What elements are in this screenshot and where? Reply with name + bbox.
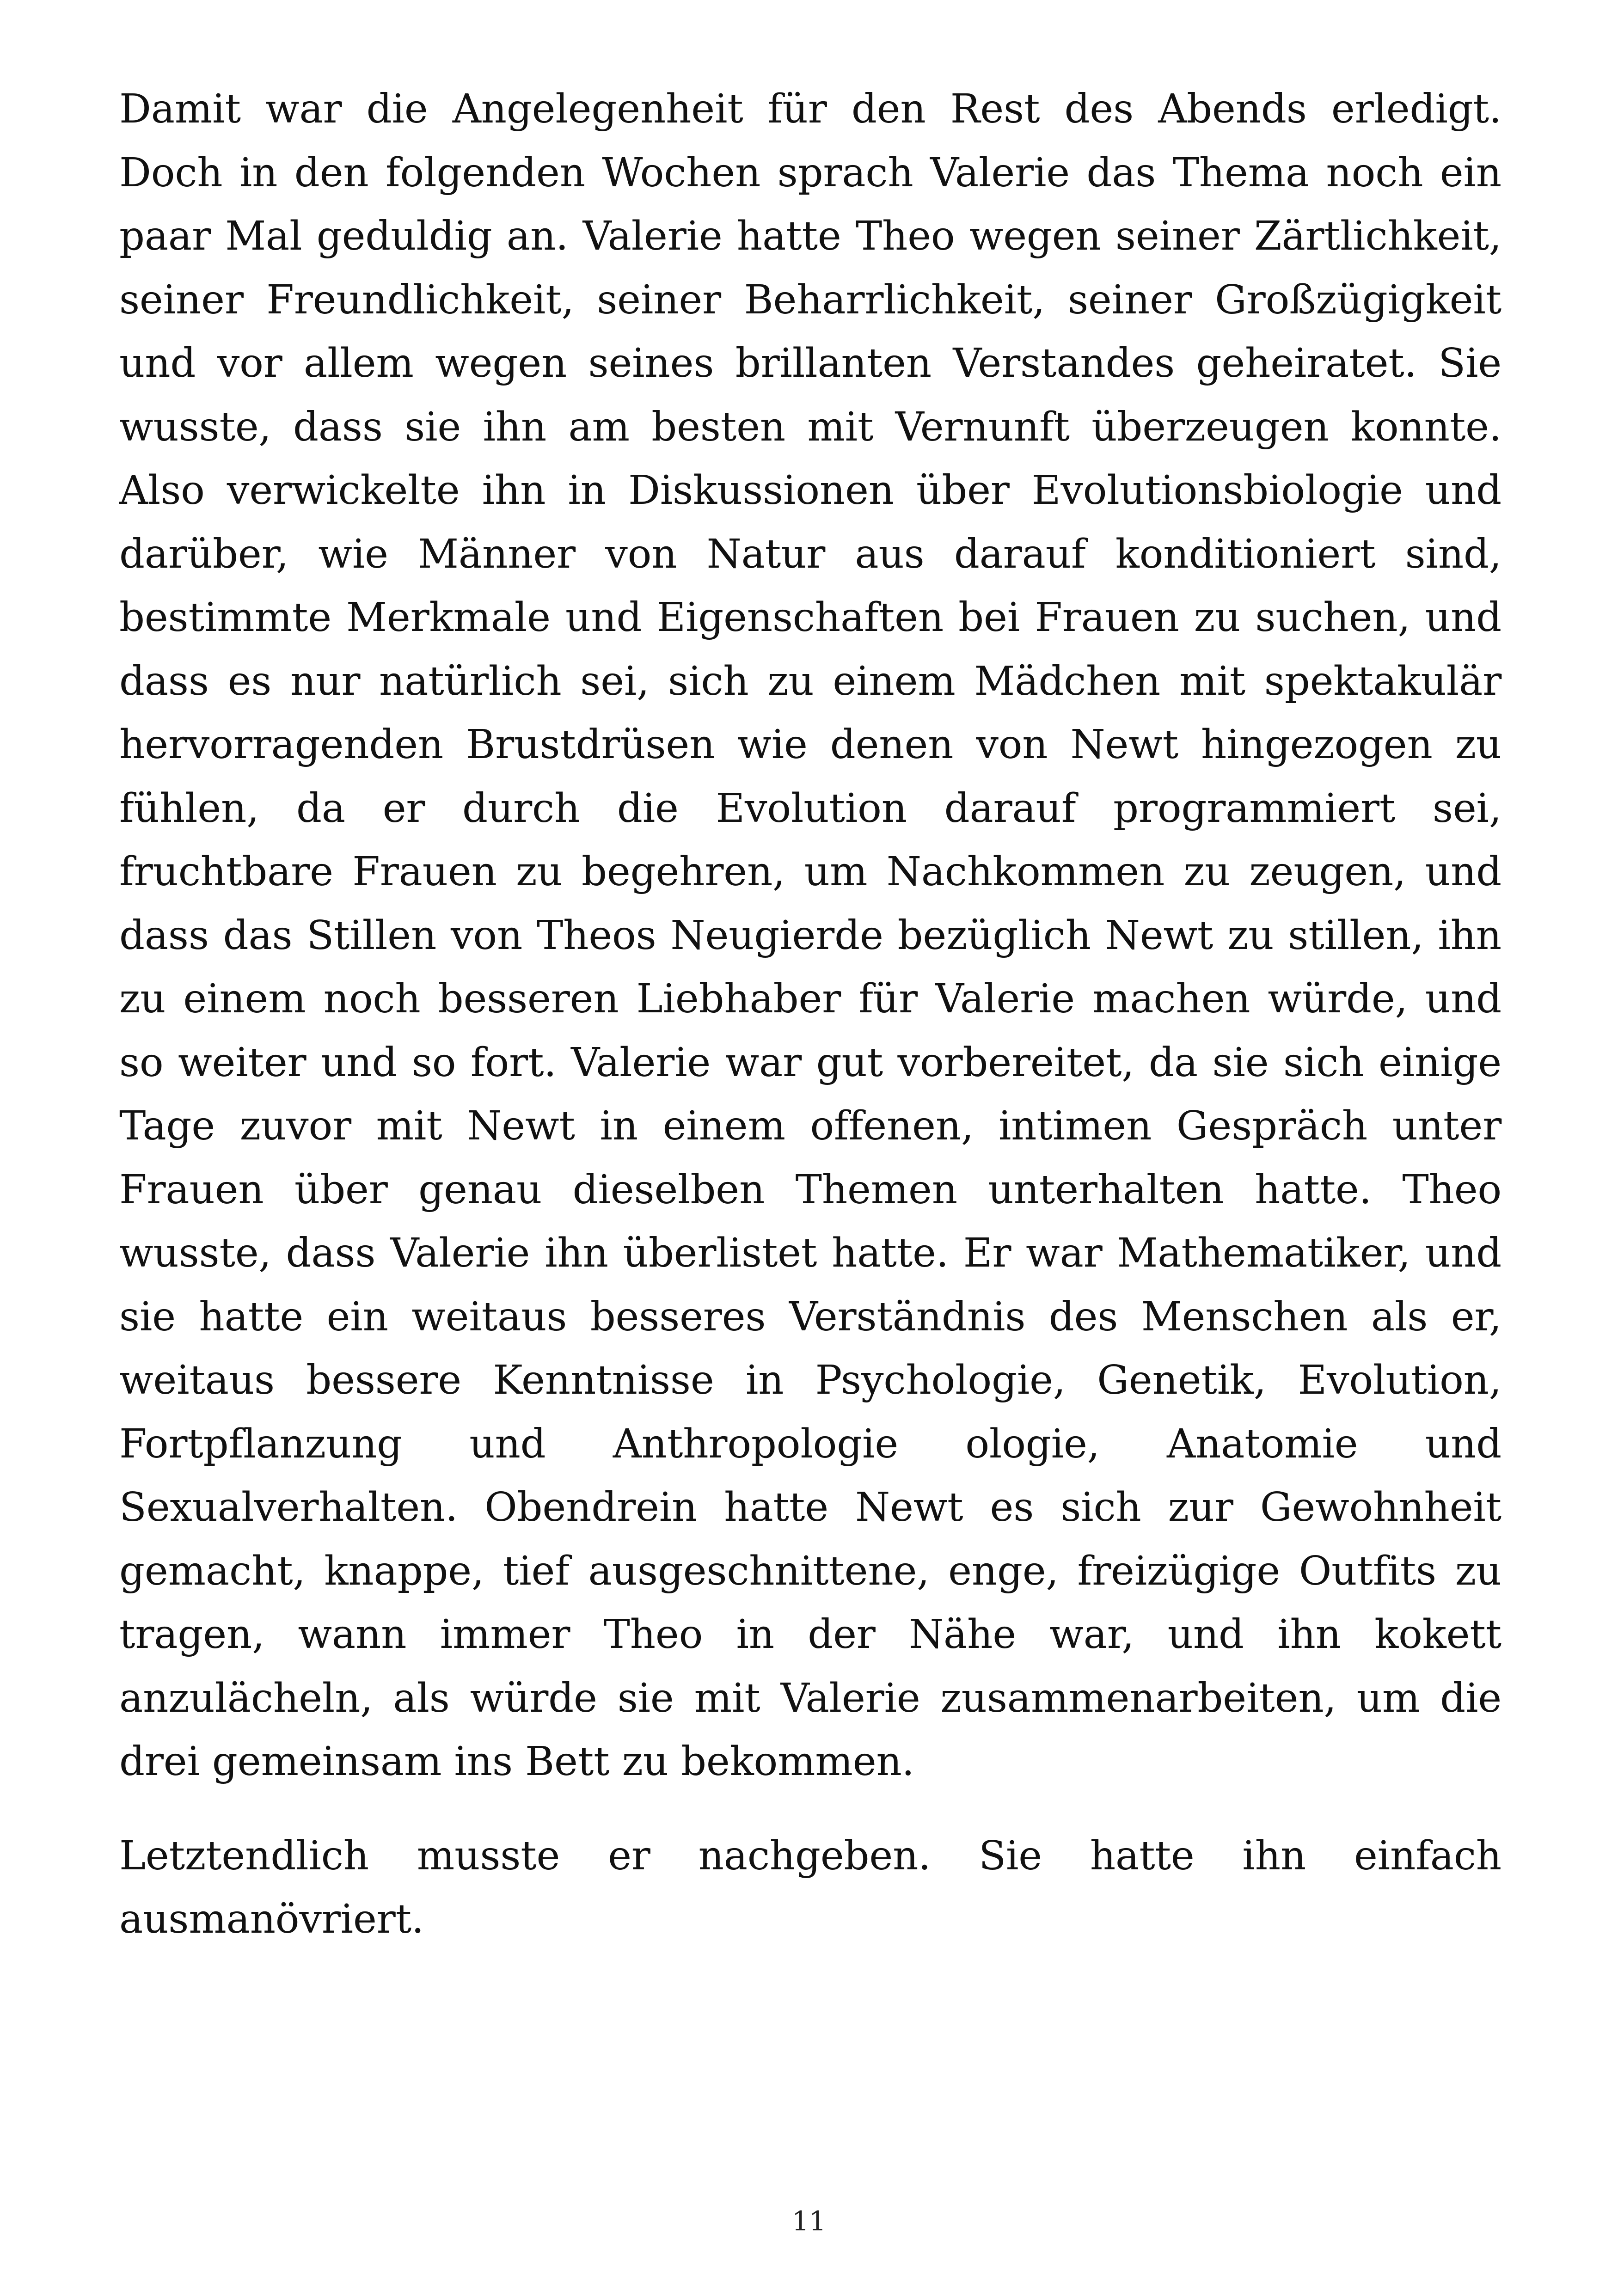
body-text <box>119 78 1502 1952</box>
page-number: 11 <box>792 2205 826 2237</box>
paragraph-2: Letztendlich musste er nachgeben. Sie hatte ihn einfach ausmanövriert. <box>119 1832 1502 1942</box>
paragraph-1: Damit war die Angelegenheit für den Rest des Abends erledigt. Doch in den folgenden Wochen sprach Valerie das Thema noch ein paar Mal geduldig an. Valerie hatte Theo wegen seiner Zärtlichkeit, seiner Freundlichkeit, seiner Beharrlichkeit, seiner Großzügigkeit und vor allem wegen seines brillanten Verstandes geheiratet. Sie wusste, dass sie ihn am besten mit Vernunft überzeugen konnte. Also verwickelte ihn in Diskussionen über Evolutionsbiologie und darüber, wie Männer von Natur aus darauf konditioniert sind, bestimmte Merkmale und Eigenschaften bei Frauen zu suchen, und dass es nur natürlich sei, sich zu einem Mädchen mit spektakulär hervorragenden Brustdrüsen wie denen von Newt hingezogen zu fühlen, da er durch die Evolution darauf programmiert sei, fruchtbare Frauen zu begehren, um Nachkommen zu zeugen, und dass das Stillen von Theos Neugierde bezüglich Newt zu stillen, ihn zu einem noch besseren Liebhaber für Valerie machen würde, und so weiter und so fort. Valerie war gut vorbereitet, da sie sich einige Tage zuvor mit Newt in einem offenen, intimen Gespräch unter Frauen über genau dieselben Themen unterhalten hatte. Theo wusste, dass Valerie ihn überlistet hatte. Er war Mathematiker, und sie hatte ein weitaus besseres Verständnis des Menschen als er, weitaus bessere Kenntnisse in Psychologie, Genetik, Evolution, Fortpflanzung und Anthropologie ologie, Anatomie und Sexualverhalten. Obendrein hatte Newt es sich zur Gewohnheit gemacht, knappe, tief ausgeschnittene, enge, freizügige Outfits zu tragen, wann immer Theo in der Nähe war, und ihn kokett anzulächeln, als würde sie mit Valerie zusammenarbeiten, um die drei gemeinsam ins Bett zu bekommen. <box>119 86 1502 1785</box>
